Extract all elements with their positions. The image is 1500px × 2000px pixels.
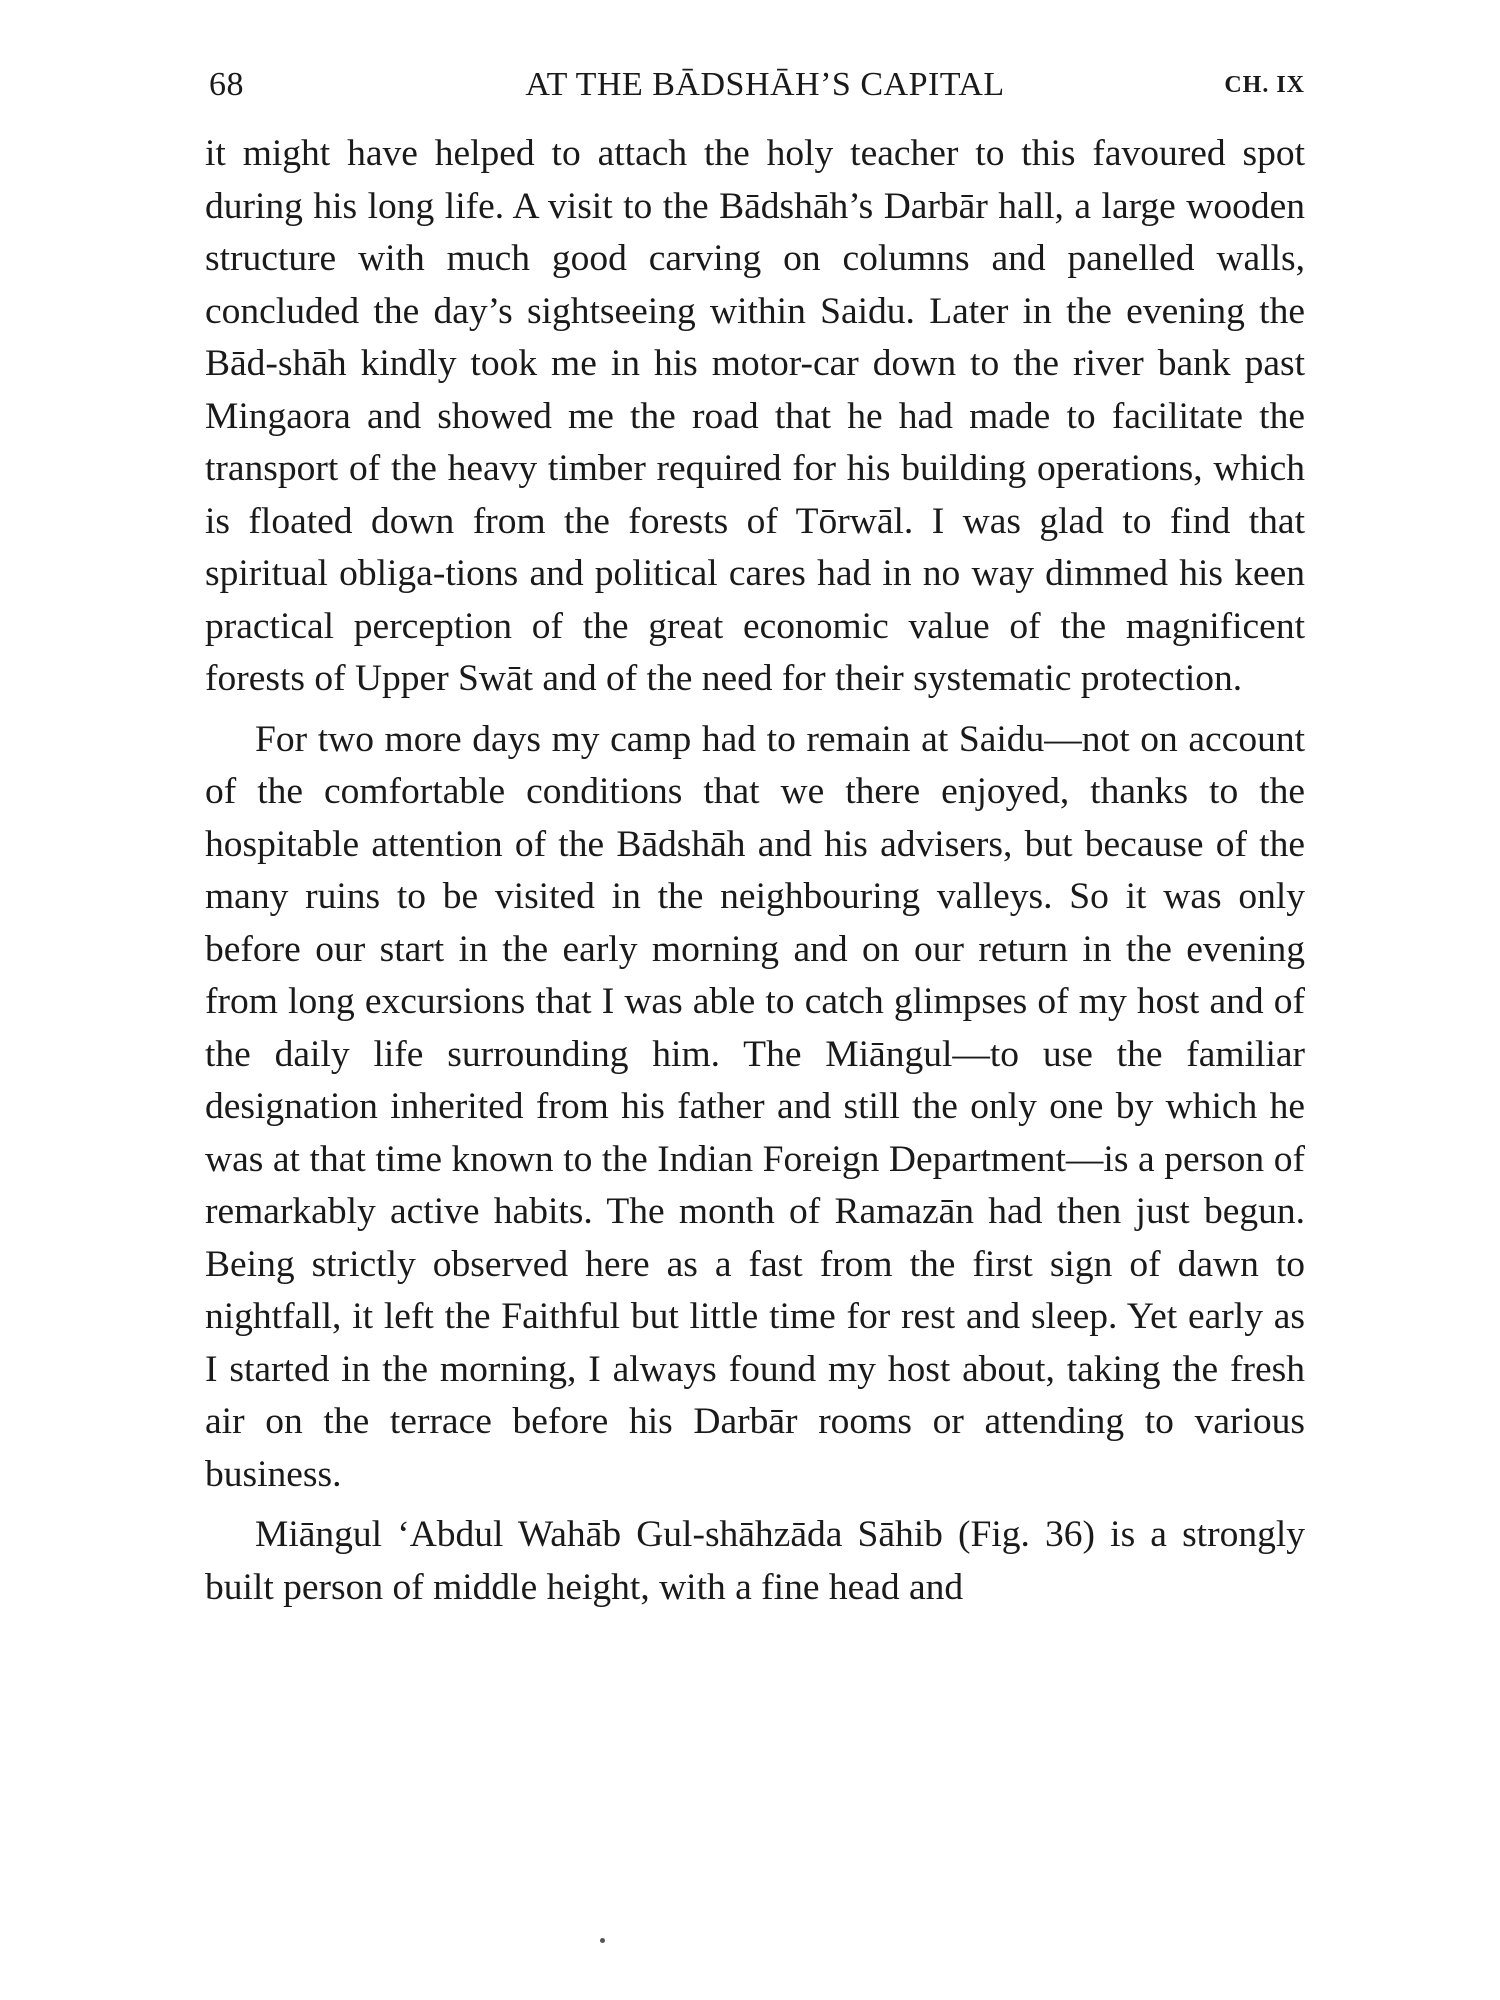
running-head xyxy=(205,60,1305,120)
chapter-label: CH. IX xyxy=(1224,72,1305,98)
book-page xyxy=(205,60,1305,1622)
paragraph-1: it might have helped to attach the holy teacher to this favoured spot during his long life. A visit to the Bādshāh’s Darbār hall, a large wooden structure with much good carving on columns and panelled walls, concluded the day’s sightseeing within Saidu. Later in the evening the Bād-shāh kindly took me in his motor-car down to the river bank past Mingaora and showed me the road that he had made to facilitate the transport of the heavy timber required for his building operations, which is floated down from the forests of Tōrwāl. I was glad to find that spiritual obliga-tions and political cares had in no way dimmed his keen practical perception of the great economic value of the magnificent forests of Upper Swāt and of the need for their systematic protection. xyxy=(205,133,1305,699)
print-speck xyxy=(600,1938,605,1943)
body-text xyxy=(205,128,1305,1614)
paragraph-2: For two more days my camp had to remain at Saidu—not on account of the comfortable conditions that we there enjoyed, thanks to the hospitable attention of the Bādshāh and his advisers, but because of the many ruins to be visited in the neighbouring valleys. So it was only before our start in the early morning and on our return in the evening from long excursions that I was able to catch glimpses of my host and of the daily life surrounding him. The Miāngul—to use the familiar designation inherited from his father and still the only one by which he was at that time known to the Indian Foreign Department—is a person of remarkably active habits. The month of Ramazān had then just begun. Being strictly observed here as a fast from the first sign of dawn to nightfall, it left the Faithful but little time for rest and sleep. Yet early as I started in the morning, I always found my host about, taking the fresh air on the terrace before his Darbār rooms or attending to various business. xyxy=(205,718,1305,1495)
page-number: 68 xyxy=(209,66,244,103)
running-title: AT THE BĀDSHĀH’S CAPITAL xyxy=(525,66,1005,103)
paragraph-3: Miāngul ‘Abdul Wahāb Gul-shāhzāda Sāhib (Fig. 36) is a strongly built person of middle height, with a fine head and xyxy=(205,1514,1305,1608)
